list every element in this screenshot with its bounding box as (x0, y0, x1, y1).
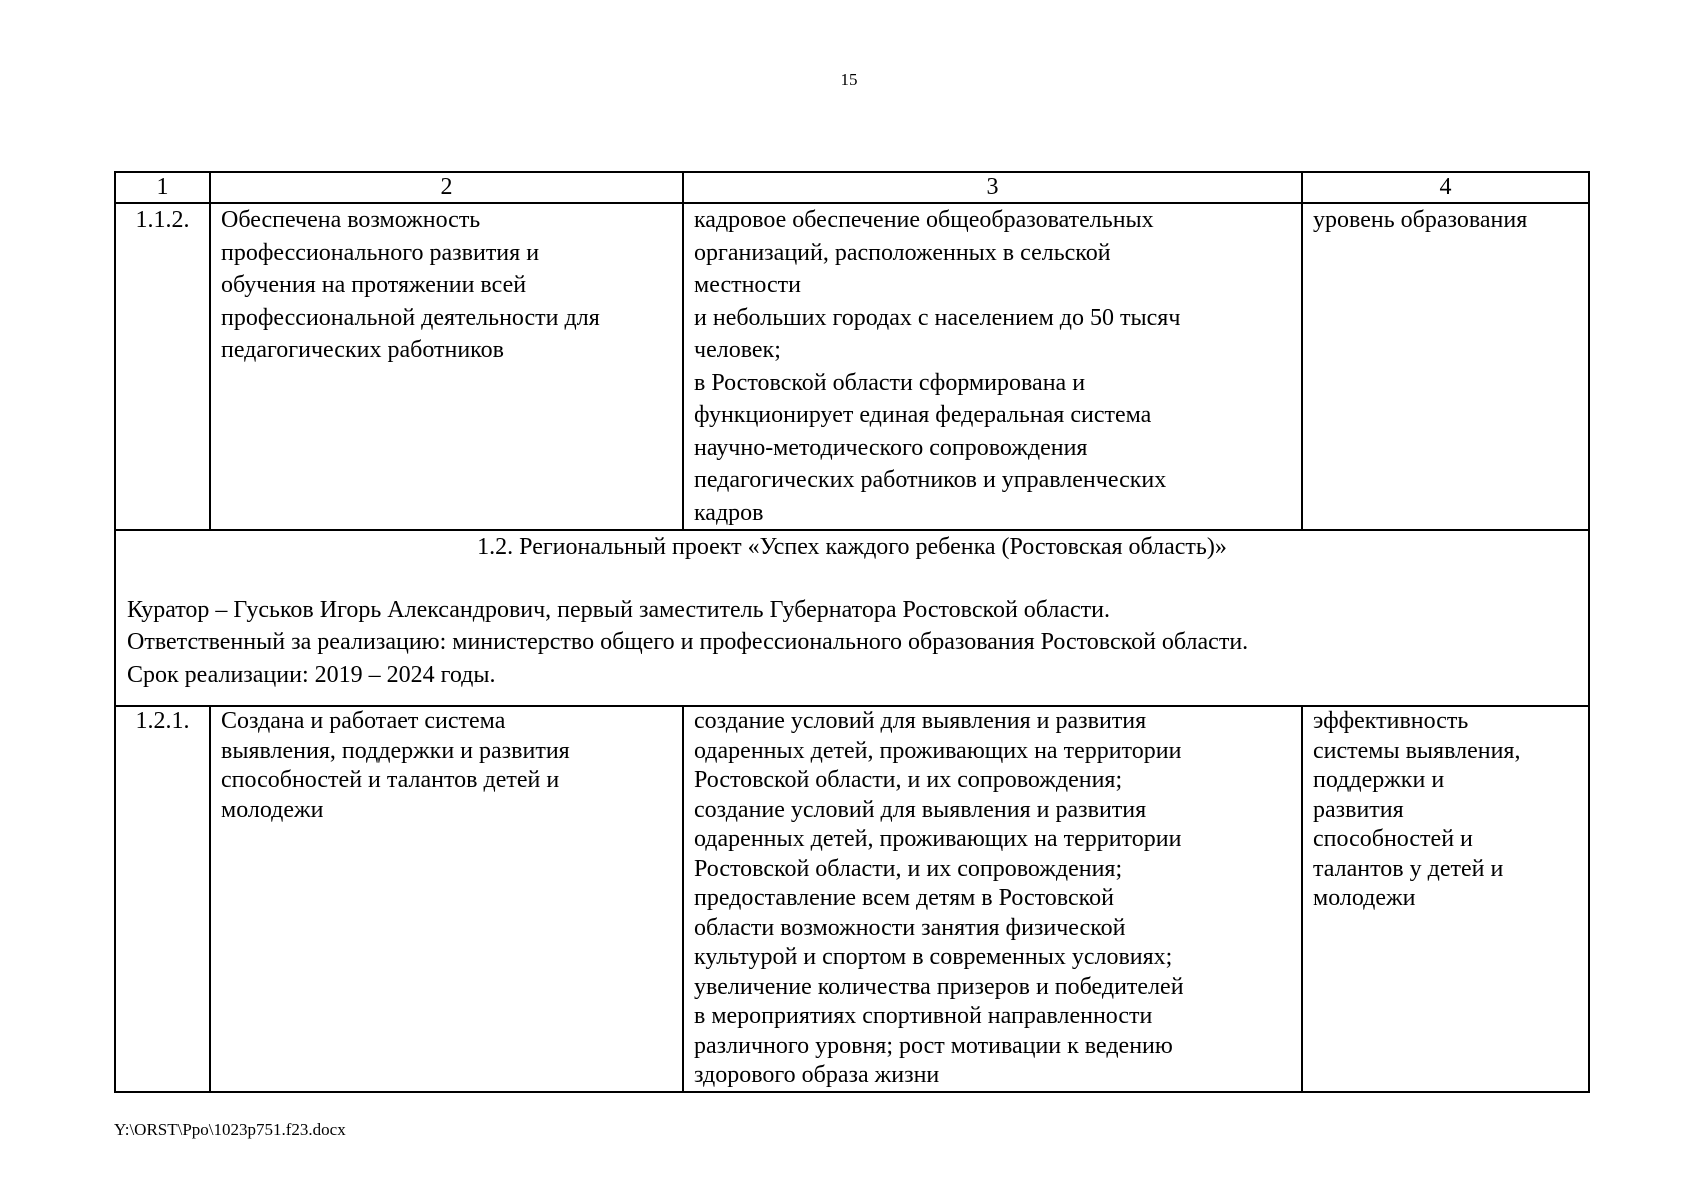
task-cell (210, 706, 683, 1092)
file-path-footer: Y:\ORST\Ppo\1023p751.f23.docx (114, 1120, 346, 1139)
page-number: 15 (840, 70, 858, 89)
task-text: Создана и работает система выявления, поддержки и развития способностей и талантов детей и молодежи (221, 708, 570, 823)
column-number-1: 1 (115, 172, 210, 203)
measures-text: создание условий для выявления и развития одаренных детей, проживающих на территории Ростовской области, и их сопровождения; создание условий для выявления и развития одаренных детей, проживающих на территории Ростовской области, и их сопровождения; предоставление всем детям в Ростовской области возможности занятия физической культурой и спортом в современных условиях; увеличение количества призеров и победителей в мероприятиях спортивной направленности различного уровня; рост мотивации к ведению здорового образа жизни (694, 708, 1184, 1088)
task-cell (210, 203, 683, 530)
row-number: 1.2.1. (115, 706, 210, 1092)
measures-cell (683, 706, 1302, 1092)
section-row (115, 530, 1589, 706)
column-number-4: 4 (1302, 172, 1589, 203)
table-row (115, 203, 1589, 530)
indicator-text: уровень образования (1313, 207, 1528, 233)
row-number: 1.1.2. (115, 203, 210, 530)
table-header-row (115, 172, 1589, 203)
indicator-cell (1302, 706, 1589, 1092)
program-table (114, 171, 1590, 1093)
section-period: Срок реализации: 2019 – 2024 годы. (127, 661, 496, 688)
table-row (115, 706, 1589, 1092)
section-curator: Куратор – Гуськов Игорь Александрович, первый заместитель Губернатора Ростовской области. (127, 596, 1111, 623)
column-number-3: 3 (683, 172, 1302, 203)
section-cell (115, 530, 1589, 706)
section-title: 1.2. Региональный проект «Успех каждого ребенка (Ростовская область)» (477, 534, 1227, 560)
task-text: Обеспечена возможность профессионального развития и обучения на протяжении всей профессиональной деятельности для педагогических работников (221, 207, 600, 363)
measures-text: кадровое обеспечение общеобразовательных организаций, расположенных в сельской местности и небольших городах с населением до 50 тысяч человек; в Ростовской области сформирована и функционирует единая федеральная система научно-методического сопровождения педагогических работников и управленческих кадров (694, 207, 1181, 526)
measures-cell (683, 203, 1302, 530)
section-responsible: Ответственный за реализацию: министерство общего и профессионального образования Ростовской области. (127, 629, 1249, 655)
column-number-2: 2 (210, 172, 683, 203)
indicator-text: эффективность системы выявления, поддержки и развития способностей и талантов у детей и молодежи (1313, 708, 1521, 911)
indicator-cell (1302, 203, 1589, 530)
